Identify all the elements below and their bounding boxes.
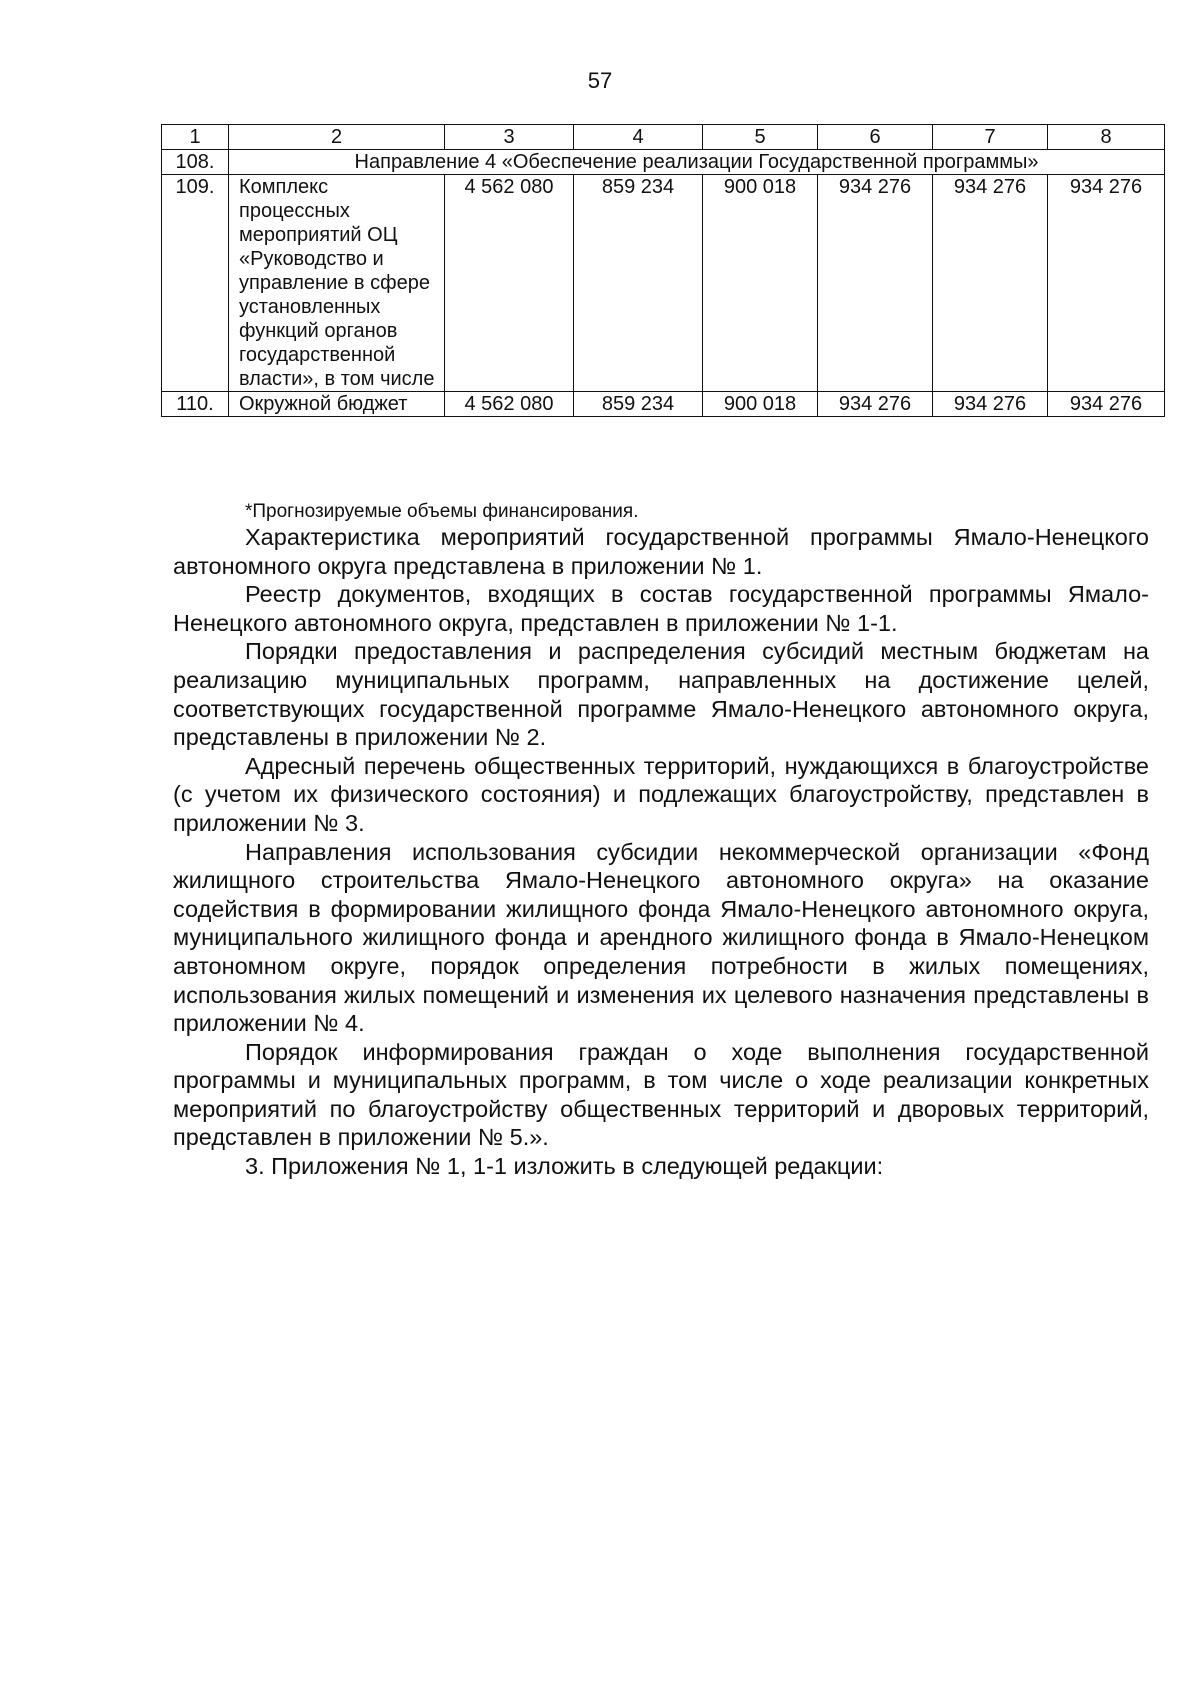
row-value: 934 276	[933, 392, 1048, 417]
column-header: 6	[818, 125, 933, 150]
table-section-row	[162, 150, 1165, 175]
paragraph: Порядок информирования граждан о ходе выполнения государственной программы и муниципальных программ, в том числе о ходе реализации конкретных мероприятий по благоустройству общественных территорий и дворовых территорий, представлен в приложении № 5.».	[173, 1038, 1149, 1151]
page-number: 57	[587, 68, 613, 93]
section-title: Направление 4 «Обеспечение реализации Государственной программы»	[229, 150, 1165, 175]
row-value: 900 018	[703, 175, 818, 392]
row-value: 934 276	[1048, 392, 1165, 417]
paragraph: Реестр документов, входящих в состав государственной программы Ямало-Ненецкого автономного округа, представлен в приложении № 1-1.	[173, 581, 1149, 636]
row-name: Комплекс процессных мероприятий ОЦ «Руководство и управление в сфере установленных функций органов государственной власти», в том числе	[229, 175, 445, 392]
row-number: 108.	[162, 150, 229, 175]
table-row	[162, 175, 1165, 392]
table-header-row	[162, 125, 1165, 150]
paragraph: Направления использования субсидии некоммерческой организации «Фонд жилищного строительства Ямало-Ненецкого автономного округа» на оказание содействия в формировании жилищного фонда Ямало-Ненецкого автономного округа, муниципального жилищного фонда и арендного жилищного фонда в Ямало-Ненецком автономном округе, порядок определения потребности в жилых помещениях, использования жилых помещений и изменения их целевого назначения представлены в приложении № 4.	[173, 838, 1149, 1037]
row-value: 859 234	[574, 175, 703, 392]
column-header: 7	[933, 125, 1048, 150]
row-name: Окружной бюджет	[229, 392, 445, 417]
row-value: 4 562 080	[445, 175, 574, 392]
row-value: 934 276	[933, 175, 1048, 392]
column-header: 2	[229, 125, 445, 150]
paragraph: 3. Приложения № 1, 1-1 изложить в следующей редакции:	[245, 1153, 884, 1180]
column-header: 4	[574, 125, 703, 150]
row-value: 4 562 080	[445, 392, 574, 417]
table-row	[162, 392, 1165, 417]
body-text	[173, 523, 1149, 1181]
row-value: 859 234	[574, 392, 703, 417]
row-value: 934 276	[1048, 175, 1165, 392]
row-value: 934 276	[818, 175, 933, 392]
paragraph: Характеристика мероприятий государственной программы Ямало-Ненецкого автономного округа представлена в приложении № 1.	[173, 524, 1149, 579]
column-header: 8	[1048, 125, 1165, 150]
column-header: 3	[445, 125, 574, 150]
budget-table	[161, 124, 1165, 417]
paragraph: Адресный перечень общественных территорий, нуждающихся в благоустройстве (с учетом их физического состояния) и подлежащих благоустройству, представлен в приложении № 3.	[173, 752, 1149, 836]
paragraph: Порядки предоставления и распределения субсидий местным бюджетам на реализацию муниципальных программ, направленных на достижение целей, соответствующих государственной программе Ямало-Ненецкого автономного округа, представлены в приложении № 2.	[173, 638, 1149, 751]
row-number: 109.	[162, 175, 229, 392]
row-value: 900 018	[703, 392, 818, 417]
row-value: 934 276	[818, 392, 933, 417]
row-number: 110.	[162, 392, 229, 417]
column-header: 5	[703, 125, 818, 150]
footnote: *Прогнозируемые объемы финансирования.	[245, 501, 639, 522]
column-header: 1	[162, 125, 229, 150]
